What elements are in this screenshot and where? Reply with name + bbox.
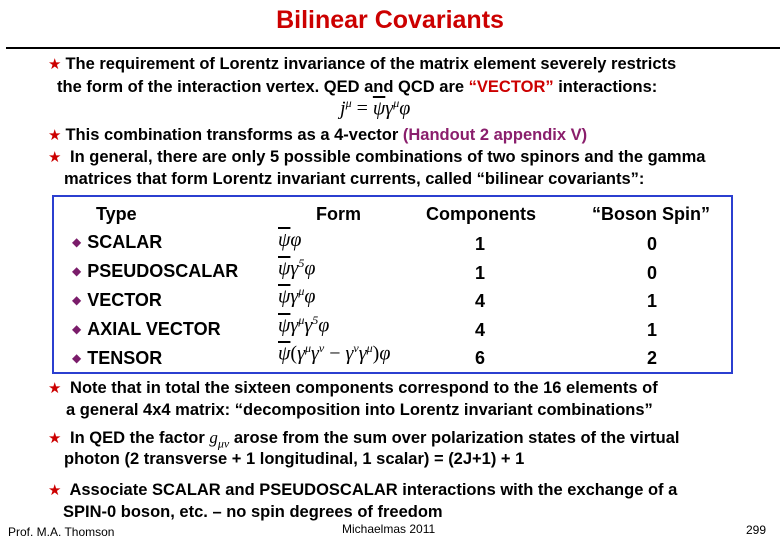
table-row: ◆ AXIAL VECTOR xyxy=(72,319,221,339)
current-equation: $j^\mu = \overline{\psi}\gamma^\mu\varphi$ xyxy=(340,96,411,120)
para1-line2: the form of the interaction vertex. QED and QCD are “VECTOR” interactions: xyxy=(57,78,658,96)
spin-value: 1 xyxy=(646,320,657,340)
components-value: 1 xyxy=(474,263,485,283)
table-row: ◆ TENSOR xyxy=(72,348,163,368)
handout-reference: (Handout 2 appendix V) xyxy=(402,126,588,144)
header-boson-spin: “Boson Spin” xyxy=(592,204,710,224)
footer-term: Michaelmas 2011 xyxy=(342,522,436,536)
para2: ★ This combination transforms as a 4-vector (Handout 2 appendix V) xyxy=(48,126,588,144)
slide-title: Bilinear Covariants xyxy=(276,6,504,34)
spin-value: 0 xyxy=(646,263,657,283)
footer-author: Prof. M.A. Thomson xyxy=(8,525,115,539)
bullet-star-icon: ★ xyxy=(48,149,62,166)
bullet-diamond-icon: ◆ xyxy=(72,235,82,249)
table-row: ◆ SCALAR xyxy=(72,232,163,252)
para4-line1: ★ Note that in total the sixteen components correspond to the 16 elements of xyxy=(48,379,658,397)
metric-factor: $g_{\mu\nu}$ xyxy=(209,428,230,451)
spin-value: 0 xyxy=(646,234,657,254)
vector-highlight: “VECTOR” xyxy=(468,78,554,96)
page-number: 299 xyxy=(746,523,767,537)
bullet-star-icon: ★ xyxy=(48,127,62,144)
components-value: 4 xyxy=(474,320,485,340)
bullet-star-icon: ★ xyxy=(48,482,62,499)
para5-line1: ★ In QED the factor $g_{\mu\nu}$ arose from the sum over polarization states of the virtual xyxy=(48,428,680,451)
bullet-diamond-icon: ◆ xyxy=(72,293,82,307)
components-value: 6 xyxy=(474,348,485,368)
table-row: ◆ VECTOR xyxy=(72,290,162,310)
header-form: Form xyxy=(316,204,361,224)
title-rule xyxy=(6,47,780,49)
para1-line1: ★ The requirement of Lorentz invariance of the matrix element severely restricts xyxy=(48,55,677,73)
para4-line2: a general 4x4 matrix: “decomposition into Lorentz invariant combinations” xyxy=(66,401,653,419)
bullet-star-icon: ★ xyxy=(48,380,62,397)
components-value: 1 xyxy=(474,234,485,254)
header-type: Type xyxy=(96,204,137,224)
form-pseudoscalar: $\overline{\psi}\gamma^5\varphi$ xyxy=(278,256,316,280)
bullet-star-icon: ★ xyxy=(48,430,62,447)
form-scalar: $\overline{\psi}\varphi$ xyxy=(278,229,302,251)
form-vector: $\overline{\psi}\gamma^\mu\varphi$ xyxy=(278,284,316,308)
components-value: 4 xyxy=(474,291,485,311)
table-row: ◆ PSEUDOSCALAR xyxy=(72,261,239,281)
para3-line1: ★ In general, there are only 5 possible combinations of two spinors and the gamma xyxy=(48,148,706,166)
spin-value: 2 xyxy=(646,348,657,368)
form-axial-vector: $\overline{\psi}\gamma^\mu\gamma^5\varphi$ xyxy=(278,313,330,337)
bullet-diamond-icon: ◆ xyxy=(72,264,82,278)
spin-value: 1 xyxy=(646,291,657,311)
bullet-star-icon: ★ xyxy=(48,56,62,73)
para6-line1: ★ Associate SCALAR and PSEUDOSCALAR interactions with the exchange of a xyxy=(48,481,678,499)
header-components: Components xyxy=(426,204,536,224)
para6-line2: SPIN-0 boson, etc. – no spin degrees of freedom xyxy=(63,503,443,521)
para5-line2: photon (2 transverse + 1 longitudinal, 1 scalar) = (2J+1) + 1 xyxy=(64,450,525,468)
bullet-diamond-icon: ◆ xyxy=(72,322,82,336)
para3-line2: matrices that form Lorentz invariant currents, called “bilinear covariants”: xyxy=(64,170,645,188)
bullet-diamond-icon: ◆ xyxy=(72,351,82,365)
form-tensor: $\overline{\psi}(\gamma^\mu\gamma^\nu - \gamma^\nu\gamma^\mu)\varphi$ xyxy=(278,341,391,365)
